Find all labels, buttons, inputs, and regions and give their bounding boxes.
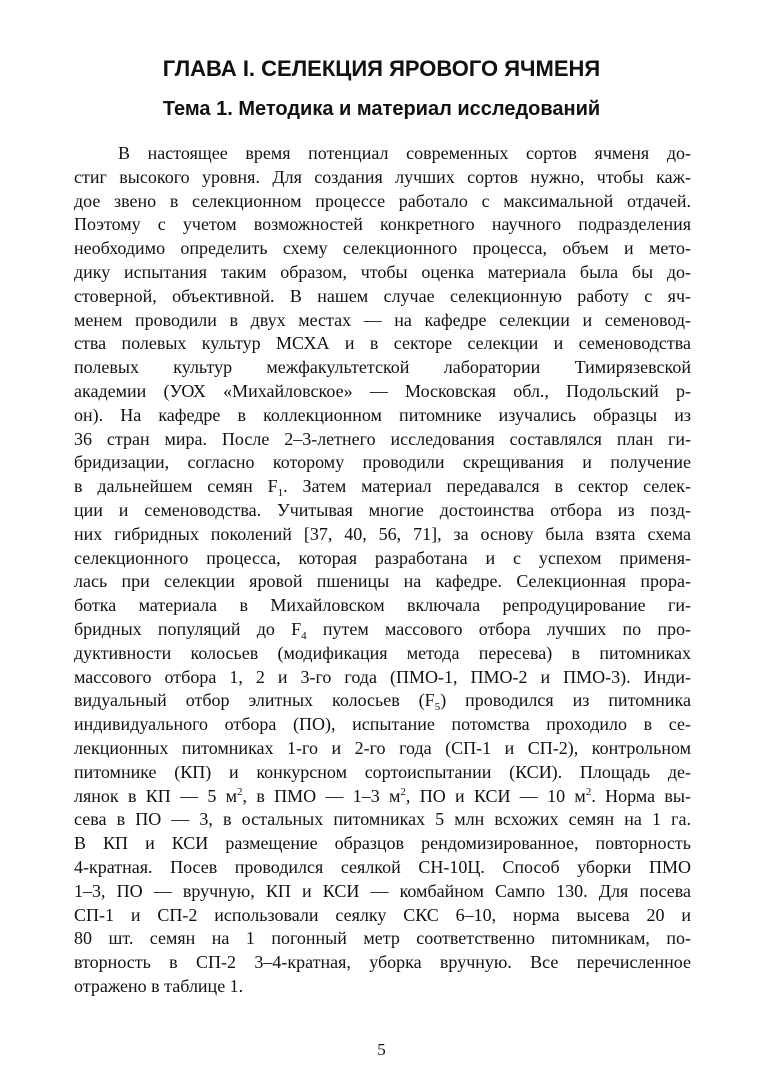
text-line: селекционного процесса, которая разработана и с успехом применя- bbox=[74, 547, 691, 568]
text-line: 4-кратная. Посев проводился сеялкой СН-10Ц. Способ уборки ПМО bbox=[74, 856, 691, 877]
text-fragment: . Затем материал передавался в сектор селек- bbox=[283, 476, 691, 497]
text-line: полевых культур межфакультетской лаборатории Тимирязевской bbox=[74, 357, 691, 378]
text-line bbox=[74, 785, 691, 809]
subscript: 4 bbox=[301, 629, 307, 642]
text-fragment: , в ПМО — 1–3 м bbox=[242, 785, 401, 806]
text-line: стоверной, объективной. В нашем случае селекционную работу с яч- bbox=[74, 285, 691, 306]
text-line: менем проводили в двух местах — на кафедре селекции и семеновод- bbox=[74, 309, 691, 330]
text-fragment: лянок в КП — 5 м bbox=[74, 785, 238, 806]
text-line: питомнике (КП) и конкурсном сортоиспытании (КСИ). Площадь де- bbox=[74, 761, 691, 782]
text-line: 1–3, ПО — вручную, КП и КСИ — комбайном Сампо 130. Для посева bbox=[74, 880, 691, 901]
text-line: ции и семеноводства. Учитывая многие достоинства отбора из позд- bbox=[74, 499, 691, 520]
text-line: сева в ПО — 3, в остальных питомниках 5 млн всхожих семян на 1 га. bbox=[74, 809, 691, 830]
page-number: 5 bbox=[377, 1040, 386, 1059]
text-fragment: в дальнейшем семян F bbox=[74, 476, 278, 497]
text-line: В КП и КСИ размещение образцов рендомизированное, повторность bbox=[74, 833, 691, 854]
text-line: бридизации, согласно которому проводили скрещивания и получение bbox=[74, 452, 691, 473]
text-line: СП-1 и СП-2 использовали сеялку СКС 6–10, норма высева 20 и bbox=[74, 904, 691, 925]
text-line: стиг высокого уровня. Для создания лучших сортов нужно, чтобы каж- bbox=[74, 166, 691, 187]
text-line bbox=[74, 475, 691, 499]
text-fragment: . Норма вы- bbox=[591, 785, 691, 806]
text-line: дое звено в селекционном процессе работало с максимальной отдачей. bbox=[74, 190, 691, 211]
text-line: дуктивности колосьев (модификация метода пересева) в питомниках bbox=[74, 642, 691, 663]
text-line bbox=[74, 618, 691, 642]
body-paragraph bbox=[74, 142, 691, 999]
subscript: 5 bbox=[434, 701, 441, 714]
superscript: 2 bbox=[585, 785, 592, 798]
text-line: академии (УОХ «Михайловское» — Московская обл., Подольский р- bbox=[74, 380, 691, 401]
text-line bbox=[74, 689, 691, 713]
superscript: 2 bbox=[400, 785, 406, 798]
text-line: он). На кафедре в коллекционном питомнике изучались образцы из bbox=[74, 404, 691, 425]
text-line: лекционных питомниках 1-го и 2-го года (СП-1 и СП-2), контрольном bbox=[74, 737, 691, 758]
text-fragment: ) проводился из питомника bbox=[440, 690, 691, 711]
subscript: 1 bbox=[277, 487, 284, 500]
text-fragment: путем массового отбора лучших по про- bbox=[306, 618, 691, 639]
text-line: ства полевых культур МСХА и в секторе селекции и семеноводства bbox=[74, 333, 691, 354]
chapter-title: ГЛАВА I. СЕЛЕКЦИЯ ЯРОВОГО ЯЧМЕНЯ bbox=[162, 56, 601, 81]
text-line: 36 стран мира. После 2–3-летнего исследования составлялся план ги- bbox=[74, 428, 691, 449]
text-fragment: бридных популяций до F bbox=[74, 618, 302, 639]
text-line: них гибридных поколений [37, 40, 56, 71], за основу была взята схема bbox=[74, 523, 691, 544]
text-line: отражено в таблице 1. bbox=[74, 975, 244, 996]
text-line: лась при селекции яровой пшеницы на кафедре. Селекционная прора- bbox=[74, 571, 691, 592]
text-line: В настоящее время потенциал современных сортов ячменя до- bbox=[118, 143, 691, 163]
text-line: необходимо определить схему селекционного процесса, объем и мето- bbox=[74, 238, 691, 259]
text-line: Поэтому с учетом возможностей конкретного научного подразделения bbox=[74, 214, 691, 235]
text-line: дику испытания таким образом, чтобы оценка материала была бы до- bbox=[74, 261, 691, 282]
superscript: 2 bbox=[237, 785, 243, 798]
text-line: 80 шт. семян на 1 погонный метр соответственно питомникам, по- bbox=[74, 928, 691, 949]
topic-title: Тема 1. Методика и материал исследований bbox=[162, 98, 601, 120]
text-line: вторность в СП-2 3–4-кратная, уборка вручную. Все перечисленное bbox=[74, 952, 691, 973]
text-line: массового отбора 1, 2 и 3-го года (ПМО-1, ПМО-2 и ПМО-3). Инди- bbox=[74, 666, 691, 687]
text-line: ботка материала в Михайловском включала репродуцирование ги- bbox=[74, 595, 691, 616]
text-fragment: , ПО и КСИ — 10 м bbox=[405, 785, 586, 806]
text-fragment: видуальный отбор элитных колосьев (F bbox=[74, 690, 435, 711]
text-line: индивидуального отбора (ПО), испытание потомства проходило в се- bbox=[74, 714, 691, 735]
